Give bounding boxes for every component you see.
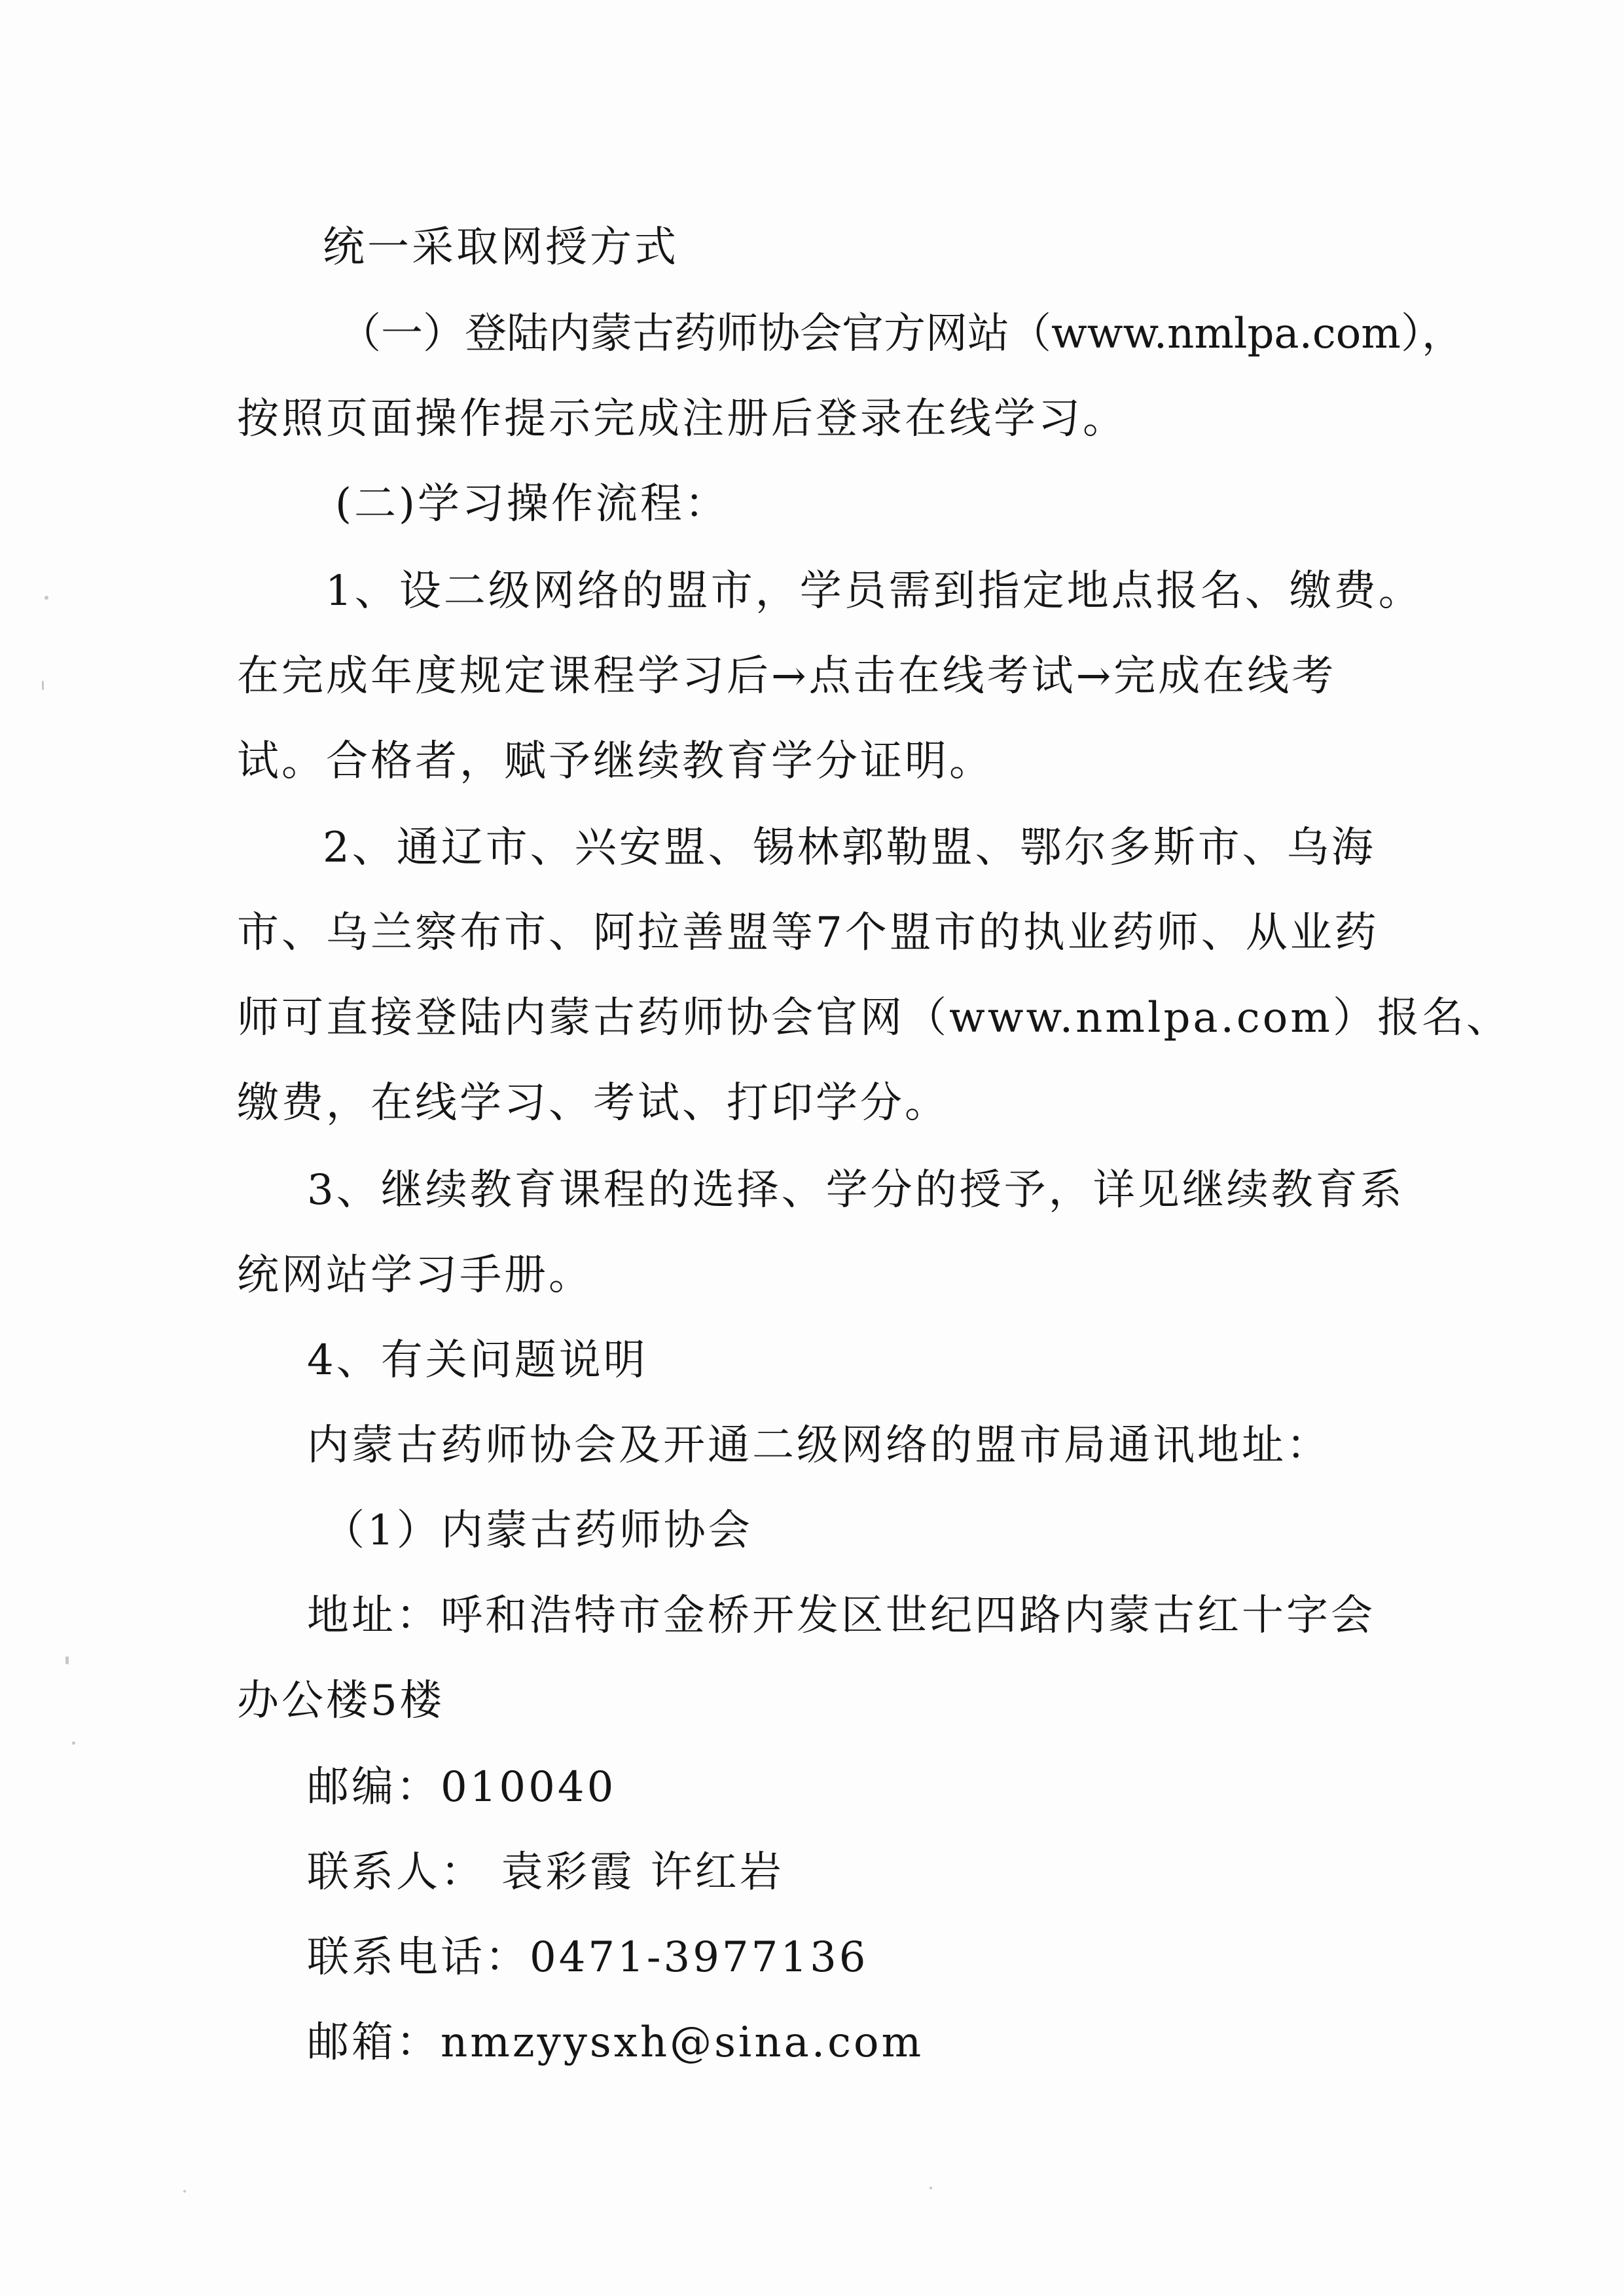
item4-intro: 内蒙古药师协会及开通二级网络的盟市局通讯地址：: [307, 1421, 1331, 1470]
item1-line2: 在完成年度规定课程学习后→点击在线考试→完成在线考: [237, 652, 1337, 701]
scan-speck: [72, 1741, 75, 1745]
address-line2: 办公楼5楼: [237, 1677, 444, 1725]
item2-line1: 2、通辽市、兴安盟、锡林郭勒盟、鄂尔多斯市、乌海: [323, 824, 1376, 872]
heading: 统一采取网授方式: [323, 223, 679, 272]
item2-line4: 缴费，在线学习、考试、打印学分。: [237, 1079, 949, 1127]
item2-line3: 师可直接登陆内蒙古药师协会官网（www.nmlpa.com）报名、: [237, 994, 1511, 1042]
section1-line1: [339, 308, 1464, 360]
item2-line2: 市、乌兰察布市、阿拉善盟等7个盟市的执业药师、从业药: [237, 909, 1379, 957]
scan-speck: [929, 2187, 932, 2189]
item1-line1: 1、设二级网络的盟市，学员需到指定地点报名、缴费。: [325, 567, 1423, 615]
email: 邮箱：nmzyysxh@sina.com: [307, 2018, 924, 2067]
org-title: （1）内蒙古药师协会: [323, 1506, 753, 1555]
address-line1: 地址：呼和浩特市金桥开发区世纪四路内蒙古红十字会: [307, 1592, 1375, 1640]
phone: 联系电话：0471-3977136: [307, 1933, 869, 1982]
item3-line2: 统网站学习手册。: [237, 1251, 593, 1300]
scan-speck: [45, 596, 48, 600]
postcode: 邮编：010040: [307, 1763, 617, 1812]
scan-speck: [183, 2190, 186, 2193]
item1-line3: 试。合格者，赋予继续教育学分证明。: [237, 737, 994, 786]
item3-line1: 3、继续教育课程的选择、学分的授予，详见继续教育系: [307, 1166, 1405, 1214]
item4-title: 4、有关问题说明: [307, 1336, 648, 1385]
contacts: 联系人： 袁彩霞 许红岩: [307, 1848, 784, 1897]
section1-line1-text: （一）登陆内蒙古药师协会官方网站（www.nmlpa.com），: [339, 310, 1464, 358]
section2-title: (二)学习操作流程：: [335, 480, 729, 528]
scan-speck: [42, 681, 44, 690]
scan-speck: [65, 1656, 69, 1664]
section1-line2: 按照页面操作提示完成注册后登录在线学习。: [237, 395, 1127, 443]
